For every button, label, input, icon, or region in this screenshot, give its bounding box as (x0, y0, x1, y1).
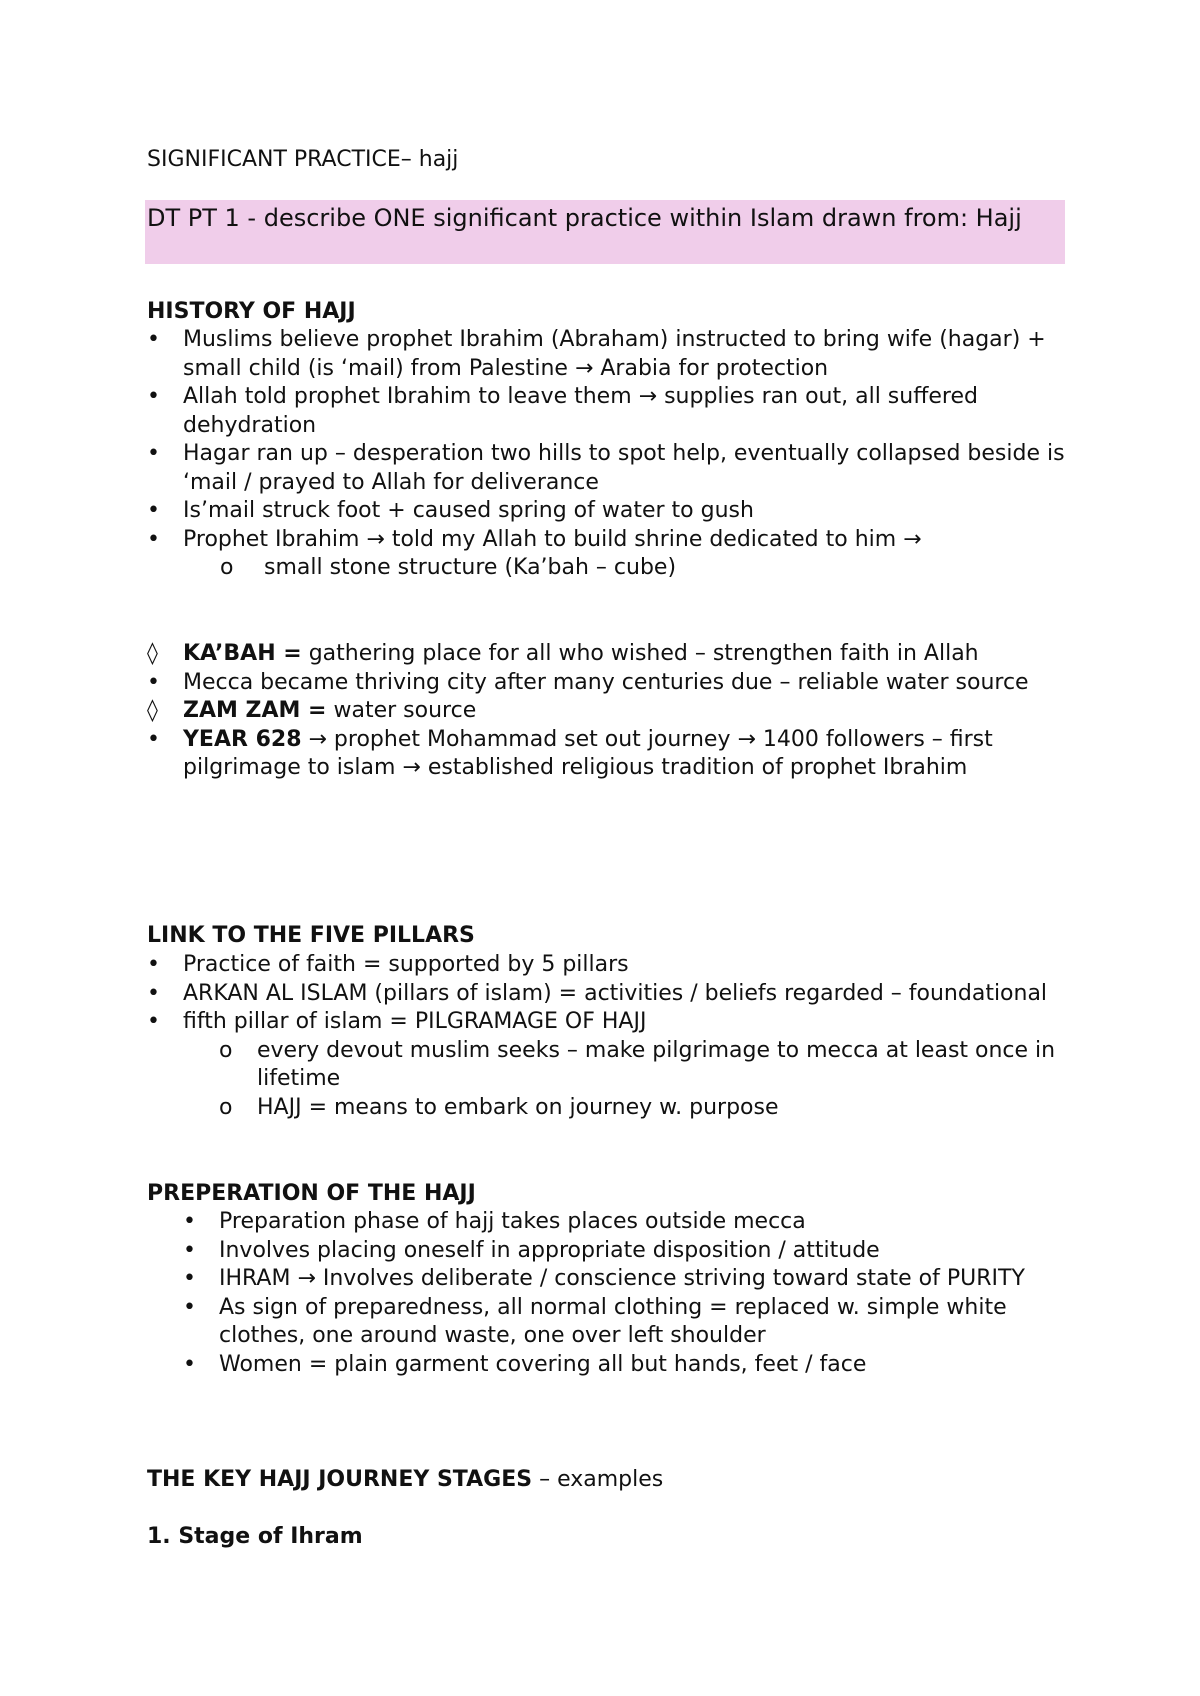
list-item: • Hagar ran up – desperation two hills to spot help, eventually collapsed beside is ‘mail / prayed to Allah for deliverance (147, 441, 1065, 495)
stages-heading: THE KEY HAJJ JOURNEY STAGES – examples (147, 1467, 664, 1492)
diamond-marker: ◊ (147, 698, 158, 723)
sub-list-item: o HAJJ = means to embark on journey w. purpose (147, 1094, 1077, 1123)
bullet-marker: • (147, 980, 160, 1006)
preparation-list (147, 1208, 1077, 1379)
kabah-term: KA’BAH = (183, 641, 302, 666)
bullet-marker: • (147, 384, 160, 409)
pillars-list (147, 951, 1077, 1122)
list-item: • As sign of preparedness, all normal clothing = replaced w. simple white clothes, one around waste, one over left shoulder (183, 1294, 1007, 1348)
bullet-marker: • (183, 1294, 196, 1320)
pillars-heading: LINK TO THE FIVE PILLARS (147, 923, 475, 948)
zamzam-term: ZAM ZAM = (183, 698, 327, 723)
bullet-marker: • (147, 669, 160, 695)
list-item: • Mecca became thriving city after many centuries due – reliable water source (147, 669, 1077, 698)
list-item: ◊ ZAM ZAM = water source (147, 697, 1077, 726)
bullet-marker: • (183, 1209, 196, 1234)
bullet-marker: • (147, 526, 160, 552)
history-heading: HISTORY OF HAJJ (147, 299, 356, 324)
task-prompt: DT PT 1 - describe ONE significant practice within Islam drawn from: Hajj (147, 204, 1022, 232)
list-item: • IHRAM → Involves deliberate / conscience striving toward state of PURITY (147, 1265, 1077, 1294)
circle-marker: o (220, 555, 234, 580)
list-item: • Preparation phase of hajj takes places outside mecca (147, 1208, 1077, 1237)
circle-marker: o (219, 1037, 233, 1063)
bullet-marker: • (147, 327, 160, 352)
list-item: • Women = plain garment covering all but hands, feet / face (147, 1351, 1077, 1380)
bullet-marker: • (147, 498, 160, 523)
list-item: • Allah told prophet Ibrahim to leave them → supplies ran out, all suffered dehydration (147, 384, 978, 438)
list-item: • Involves placing oneself in appropriate disposition / attitude (147, 1237, 1077, 1266)
bullet-marker: • (147, 726, 160, 752)
sub-list-item: o small stone structure (Ka’bah – cube) (147, 554, 1077, 583)
bullet-marker: • (147, 952, 160, 977)
stage-1-heading: 1. Stage of Ihram (147, 1524, 363, 1549)
bullet-marker: • (183, 1237, 196, 1263)
list-item: • Muslims believe prophet Ibrahim (Abraham) instructed to bring wife (hagar) + small child (is ‘mail) from Palestine → Arabia for protection (147, 327, 1046, 381)
year-term: YEAR 628 (183, 726, 302, 752)
preparation-heading: PREPERATION OF THE HAJJ (147, 1181, 476, 1206)
list-item: • fifth pillar of islam = PILGRAMAGE OF HAJJ (147, 1008, 1077, 1037)
sub-list-item: o every devout muslim seeks – make pilgrimage to mecca at least once in lifetime (219, 1037, 1056, 1091)
bullet-marker: • (183, 1351, 196, 1377)
list-item: ◊ KA’BAH = gathering place for all who wished – strengthen faith in Allah (147, 640, 1077, 669)
bullet-marker: • (147, 441, 160, 466)
list-item: • Practice of faith = supported by 5 pillars (147, 951, 1077, 980)
history-list (147, 326, 1077, 583)
document-title: SIGNIFICANT PRACTICE– hajj (147, 147, 459, 172)
stages-heading-suffix: – examples (532, 1467, 664, 1492)
list-item: • Is’mail struck foot + caused spring of water to gush (147, 497, 1077, 526)
list-item: • YEAR 628 → prophet Mohammad set out journey → 1400 followers – first pilgrimage to islam → established religious tradition of prophet Ibrahim (147, 726, 993, 780)
history-terms-list (147, 640, 1077, 783)
diamond-marker: ◊ (147, 641, 158, 666)
list-item: • ARKAN AL ISLAM (pillars of islam) = activities / beliefs regarded – foundational (147, 980, 1077, 1009)
bullet-marker: • (183, 1266, 196, 1291)
circle-marker: o (219, 1094, 233, 1120)
list-item: • Prophet Ibrahim → told my Allah to build shrine dedicated to him → (147, 526, 1077, 555)
bullet-marker: • (147, 1009, 160, 1034)
